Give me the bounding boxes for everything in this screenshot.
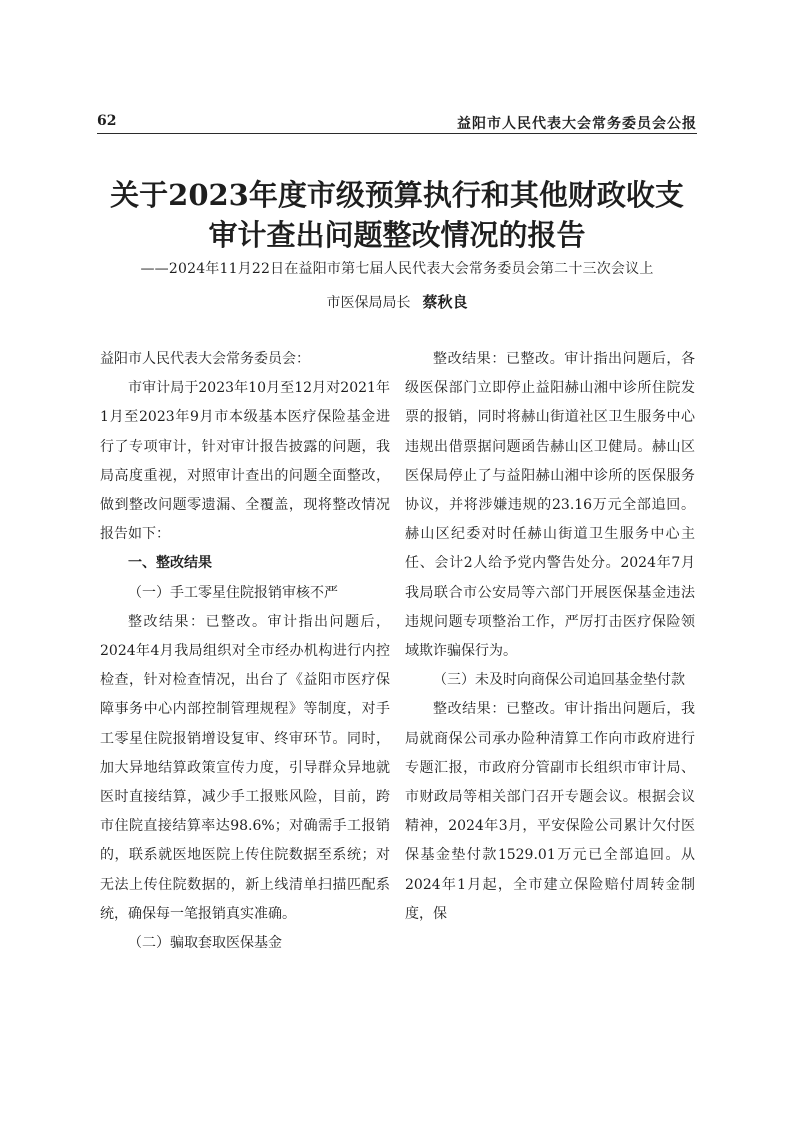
salutation: 益阳市人民代表大会常务委员会： (100, 351, 310, 367)
journal-name: 益阳市人民代表大会常务委员会公报 (457, 116, 697, 132)
left-column (100, 345, 390, 958)
item-body-3: 整改结果：已整改。审计指出问题后，我局就商保公司承办险种清算工作向市政府进行专题汇报，市政府分管副市长组织市审计局、市财政局等相关部门召开专题会议。根据会议精神，2024年3月，平安保险公司累计欠付医保基金垫付款1529.01万元已全部追回。从2024年1月起，全市建立保险赔付周转金制度，保 (405, 701, 695, 922)
item-heading-1: （一）手工零星住院报销审核不严 (128, 584, 338, 601)
intro-paragraph: 市审计局于2023年10月至12月对2021年1月至2023年9月市本级基本医疗保险基金进行了专项审计，针对审计报告披露的问题，我局高度重视，对照审计查出的问题全面整改，做到整改问题零遗漏、全覆盖，现将整改情况报告如下： (100, 380, 390, 543)
page-number: 62 (97, 113, 117, 129)
report-title-line-1: 关于2023年度市级预算执行和其他财政收支 (110, 178, 684, 212)
right-column (405, 345, 695, 929)
item-heading-2: （二）骗取套取医保基金 (128, 935, 282, 952)
author-line (0, 292, 794, 313)
item-body-2: 整改结果：已整改。审计指出问题后，各级医保部门立即停止益阳赫山湘中诊所住院发票的报销，同时将赫山街道社区卫生服务中心违规出借票据问题函告赫山区卫健局。赫山区医保局停止了与益阳赫山湘中诊所的医保服务协议，并将涉嫌违规的23.16万元全部追回。赫山区纪委对时任赫山街道卫生服务中心主任、会计2人给予党内警告处分。2024年7月我局联合市公安局等六部门开展医保基金违法违规问题专项整治工作，严厉打击医疗保险领域欺诈骗保行为。 (405, 351, 695, 660)
author-name: 蔡秋良 (422, 293, 468, 311)
item-body-1: 整改结果：已整改。审计指出问题后，2024年4月我局组织对全市经办机构进行内控检查，针对检查情况，出台了《益阳市医疗保障事务中心内部控制管理规程》等制度，对手工零星住院报销增设复审、终审环节。同时，加大异地结算政策宣传力度，引导群众异地就医时直接结算，减少手工报账风险，目前，跨市住院直接结算率达98.6%；对确需手工报销的，联系就医地医院上传住院数据至系统；对无法上传住院数据的，新上线清单扫描匹配系统，确保每一笔报销真实准确。 (100, 613, 390, 922)
report-subtitle: ——2024年11月22日在益阳市第七届人民代表大会常务委员会第二十三次会议上 (140, 261, 654, 277)
item-heading-3: （三）未及时向商保公司追回基金垫付款 (433, 672, 685, 689)
page-header (97, 113, 697, 134)
author-role: 市医保局局长 (326, 295, 411, 311)
section-heading-1: 一、整改结果 (128, 555, 212, 572)
report-title-line-2: 审计查出问题整改情况的报告 (208, 218, 586, 252)
